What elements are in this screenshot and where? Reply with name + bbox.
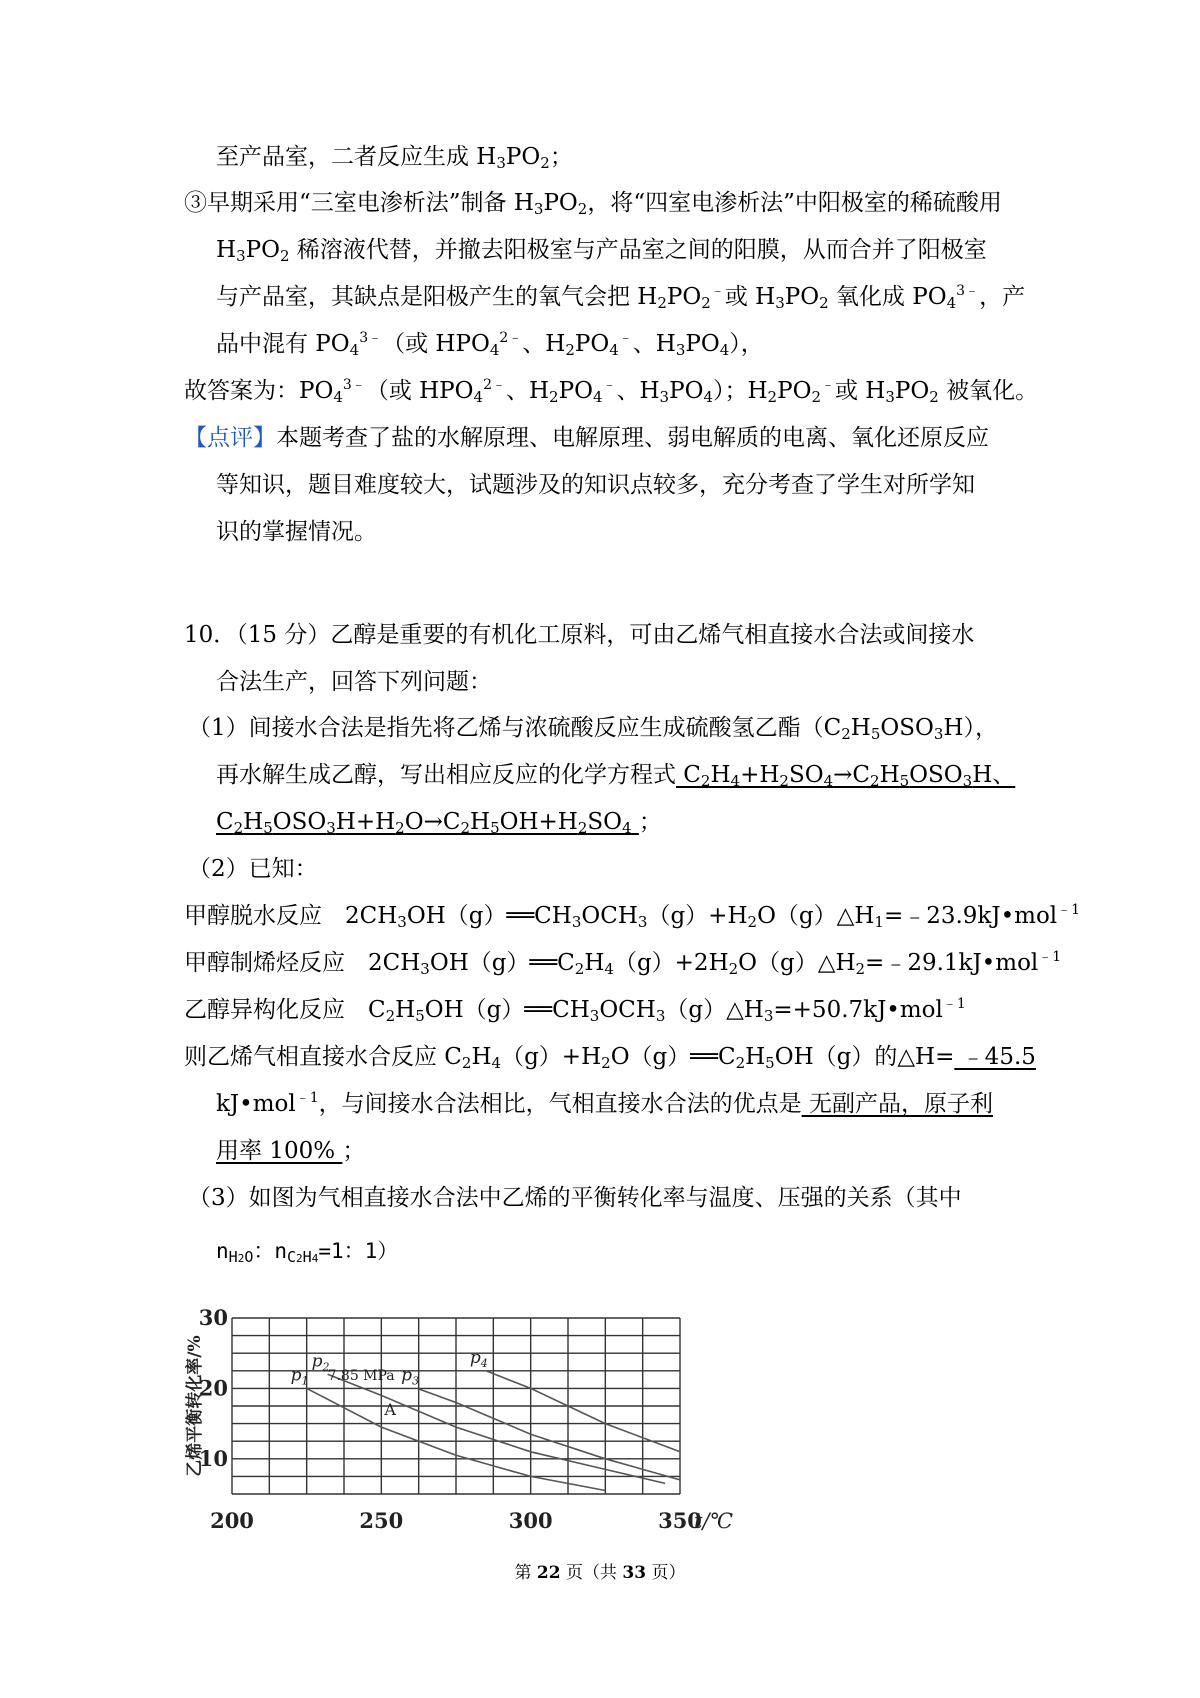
x-tick-label: 250 [359, 1508, 404, 1533]
text-line: （3）如图为气相直接水合法中乙烯的平衡转化率与温度、压强的关系（其中 [188, 1185, 962, 1211]
x-tick-label: 300 [508, 1508, 553, 1533]
point-a-label: A [384, 1400, 396, 1420]
text-line: 识的掌握情况。 [216, 519, 377, 545]
text-line: 合法生产，回答下列问题： [216, 669, 492, 695]
text-line: ③早期采用“三室电渗析法”制备 $H_3PO_2$，将“四室电渗析法”中阳极室的稀硫酸用 [184, 190, 1002, 218]
y-tick-label: 10 [198, 1445, 228, 1471]
text-line: $C_2H_5OSO_3H+H_2O\to C_2H_5OH+H_2SO_4$ ； [216, 809, 662, 837]
text-line: 用率 100% ； [216, 1138, 366, 1164]
answer-line: 故答案为：$PO_4^{3﹣}$（或 $HPO_4^{2﹣}$、$H_2PO_4^﹣$、$H_3PO_4$）；$H_2PO_2^﹣$或 $H_3PO_2$ 被氧化。 [184, 377, 1039, 406]
y-tick-label: 30 [198, 1305, 228, 1330]
text-line: （2）已知： [188, 856, 318, 882]
series-label-p4: $p_4$ [469, 1347, 488, 1370]
answer-advantage-cont: 用率 100% [216, 1138, 343, 1164]
series-line-p4 [486, 1371, 680, 1452]
review-line: 【点评】本题考查了盐的水解原理、电解原理、弱电解质的电离、氧化还原反应 [184, 425, 989, 451]
x-axis-label: t/℃ [694, 1509, 734, 1533]
reaction-line: 甲醇脱水反应 $2CH_3OH(g)══CH_3OCH_3(g)+H_2O(g)\triangle H_1=﹣23.9kJ•mol^{﹣1}$ [184, 902, 1081, 931]
y-axis-label: 乙烯平衡转化率/% [185, 1335, 205, 1477]
answer-equation-2: $C_2H_5OSO_3H+H_2O\to C_2H_5OH+H_2SO_4$ [216, 809, 632, 837]
text-line: 至产品室，二者反应生成 $H_3PO_2$； [216, 144, 573, 172]
text-line: （1）间接水合法是指先将乙烯与浓硫酸反应生成硫酸氢乙酯$(C_2H_5OSO_3H)$， [188, 715, 998, 743]
reaction-line: 甲醇制烯烃反应 $2CH_3OH(g)══C_2H_4(g)+2H_2O(g)\triangle H_2=﹣29.1kJ•mol^{﹣1}$ [184, 949, 1062, 978]
reaction-line: 乙醇异构化反应 $C_2H_5OH(g)══CH_3OCH_3(g)\triangle H_3=+50.7kJ•mol^{﹣1}$ [184, 996, 966, 1025]
x-tick-label: 200 [210, 1508, 254, 1533]
text-line: kJ•mol$^{﹣1}$，与间接水合法相比，气相直接水合法的优点是 无副产品，原子利 [216, 1090, 993, 1117]
page-footer: 第 22 页（共 33 页） [514, 1563, 686, 1583]
y-tick-label: 20 [198, 1375, 228, 1401]
text-line: 品中混有 $PO_4^{3﹣}$（或 $HPO_4^{2﹣}$、$H_2PO_4^﹣$、$H_3PO_4$）， [216, 330, 764, 359]
text-line: $H_3PO_2$ 稀溶液代替，并撤去阳极室与产品室之间的阳膜，从而合并了阳极室 [216, 237, 987, 265]
text-line: 则乙烯气相直接水合反应 $C_2H_4(g)+H_2O(g)══C_2H_5OH(g)$的△H= ﹣45.5 [184, 1044, 1036, 1072]
answer-advantage: 无副产品，原子利 [801, 1091, 993, 1117]
answer-equation-1: $C_2H_4+H_2SO_4\to C_2H_5OSO_3H$、 [676, 762, 1016, 790]
question-heading: 10．（15 分）乙醇是重要的有机化工原料，可由乙烯气相直接水合法或间接水 [184, 622, 975, 648]
conversion-chart [180, 1298, 760, 1548]
pressure-annotation: 7.85 MPa [327, 1367, 395, 1384]
review-tag: 【点评】 [184, 425, 276, 451]
text-line: 再水解生成乙醇，写出相应反应的化学方程式 $C_2H_4+H_2SO_4\to C_2H_5OSO_3H$、 [216, 762, 1016, 790]
series-label-p1: $p_1$ [290, 1365, 309, 1388]
series-label-p2: $p_2$ [311, 1351, 330, 1374]
ratio-line: $n_{H2O}$：$n_{C2H4}=1$：1） [216, 1239, 399, 1266]
answer-dh: ﹣45.5 [954, 1044, 1036, 1070]
text-line: 等知识，题目难度较大，试题涉及的知识点较多，充分考查了学生对所学知 [216, 472, 975, 498]
text-line: 与产品室，其缺点是阳极产生的氧气会把 $H_2PO_2^﹣$或 $H_3PO_2$ 氧化成 $PO_4^{3﹣}$，产 [216, 283, 1026, 312]
x-tick-label: 350 [658, 1508, 702, 1533]
series-label-p3: $p_3$ [401, 1365, 420, 1388]
